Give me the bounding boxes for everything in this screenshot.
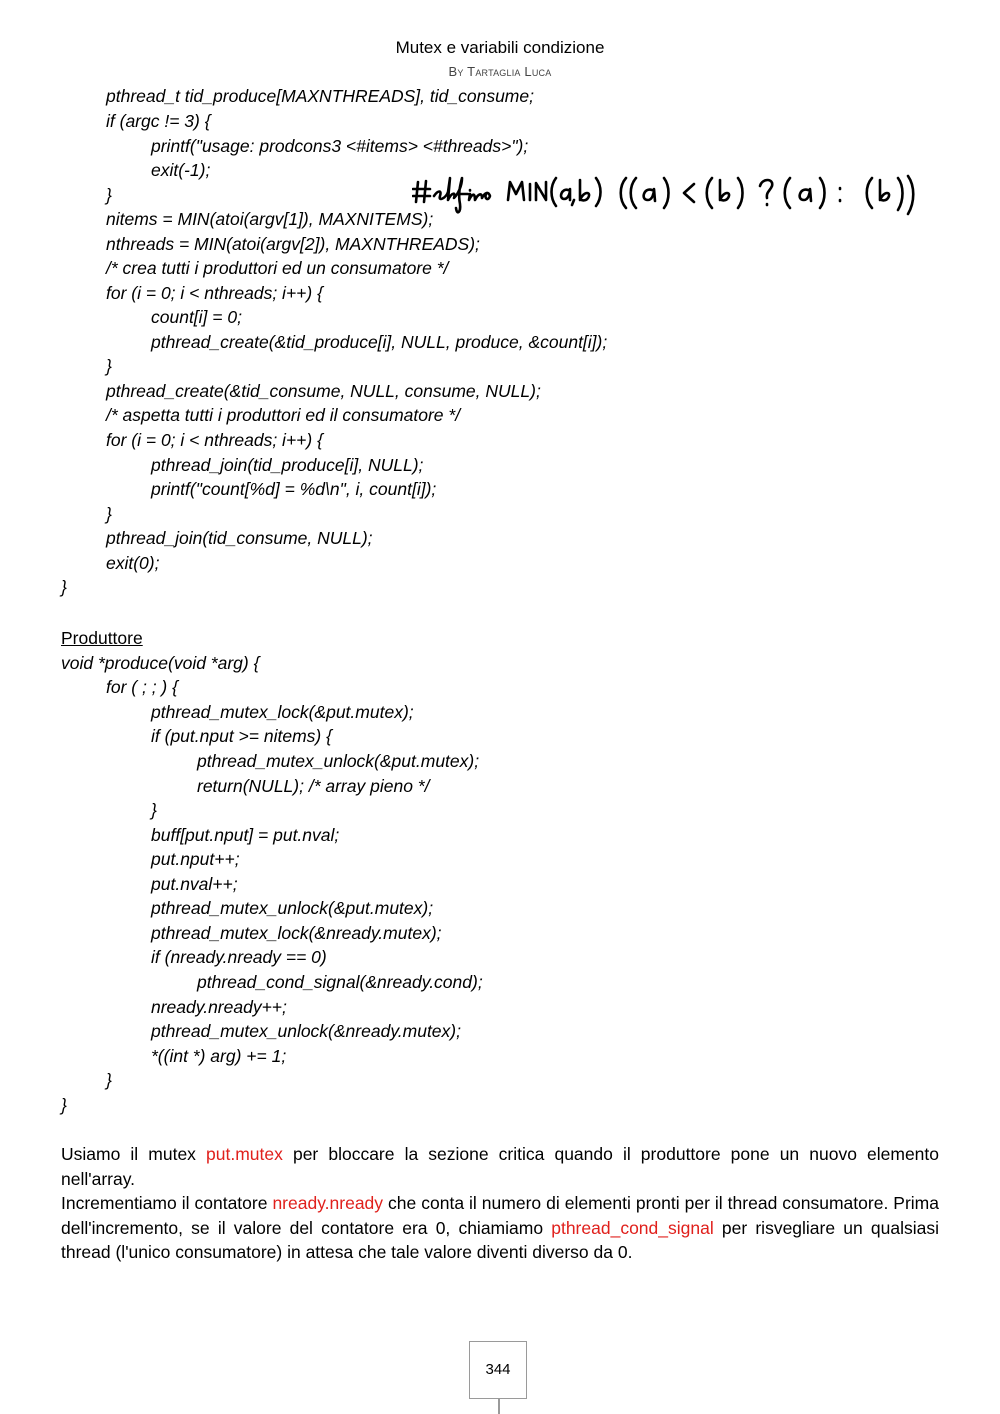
- page-number: 344: [469, 1341, 527, 1399]
- code-line: nthreads = MIN(atoi(argv[2]), MAXNTHREADS);: [106, 234, 480, 254]
- code-line: put.nval++;: [151, 874, 238, 894]
- code-line: }: [151, 800, 157, 820]
- page-number-tick: [498, 1399, 500, 1414]
- code-line: }: [106, 504, 112, 524]
- text-run: Usiamo il mutex: [61, 1144, 207, 1164]
- paragraph-put-mutex: [61, 1142, 939, 1191]
- paragraph-nready: [61, 1191, 939, 1265]
- code-line: }: [106, 1070, 112, 1090]
- page-header-author: By Tartaglia Luca: [448, 64, 552, 79]
- code-line: /* crea tutti i produttori ed un consumatore */: [106, 258, 449, 278]
- code-line: printf("count[%d] = %d\n", i, count[i]);: [151, 479, 437, 499]
- code-line: pthread_mutex_unlock(&put.mutex);: [197, 751, 480, 771]
- text-run: Incrementiamo il contatore: [61, 1193, 273, 1213]
- text-run: per risvegliare un qualsiasi thread (l'unico consumatore) in attesa che tale valore diventi diverso da 0.: [61, 1217, 939, 1262]
- code-line: pthread_t tid_produce[MAXNTHREADS], tid_consume;: [106, 86, 534, 106]
- highlight-cond-signal: pthread_cond_signal: [551, 1217, 714, 1238]
- highlight-put-mutex: put.mutex: [206, 1144, 283, 1164]
- code-line: printf("usage: prodcons3 <#items> <#threads>");: [151, 136, 529, 156]
- code-line: pthread_create(&tid_consume, NULL, consume, NULL);: [106, 381, 541, 401]
- code-line: pthread_join(tid_consume, NULL);: [106, 528, 373, 548]
- section-heading: Produttore: [61, 628, 143, 648]
- code-line: if (put.nput >= nitems) {: [151, 726, 332, 746]
- code-line: exit(-1);: [151, 160, 211, 180]
- handwritten-define-note: [412, 172, 922, 222]
- code-line: for (i = 0; i < nthreads; i++) {: [106, 283, 323, 303]
- code-line: }: [106, 185, 112, 205]
- code-line: count[i] = 0;: [151, 307, 242, 327]
- code-line: void *produce(void *arg) {: [61, 653, 260, 673]
- explanation-text: [61, 1142, 939, 1265]
- code-line: for (i = 0; i < nthreads; i++) {: [106, 430, 323, 450]
- code-line: if (argc != 3) {: [106, 111, 211, 131]
- code-line: pthread_mutex_lock(&nready.mutex);: [151, 923, 442, 943]
- code-line: *((int *) arg) += 1;: [151, 1046, 287, 1066]
- code-line: }: [61, 577, 67, 597]
- code-line: return(NULL); /* array pieno */: [197, 776, 430, 796]
- code-line: pthread_cond_signal(&nready.cond);: [197, 972, 483, 992]
- code-line: pthread_mutex_unlock(&put.mutex);: [151, 898, 434, 918]
- code-line: buff[put.nput] = put.nval;: [151, 825, 340, 845]
- code-line: put.nput++;: [151, 849, 240, 869]
- code-line: pthread_join(tid_produce[i], NULL);: [151, 455, 424, 475]
- code-line: if (nready.nready == 0): [151, 947, 327, 967]
- code-line: }: [106, 356, 112, 376]
- highlight-nready: nready.nready: [272, 1193, 384, 1213]
- code-line: nitems = MIN(atoi(argv[1]), MAXNITEMS);: [106, 209, 434, 229]
- code-line: pthread_mutex_unlock(&nready.mutex);: [151, 1021, 461, 1041]
- text-run: per bloccare la sezione critica quando il produttore pone un nuovo elemento nell'array.: [61, 1144, 939, 1189]
- page-header-title: Mutex e variabili condizione: [395, 38, 605, 57]
- code-line: /* aspetta tutti i produttori ed il consumatore */: [106, 405, 461, 425]
- code-line: for ( ; ; ) {: [106, 677, 178, 697]
- code-line: }: [61, 1095, 67, 1115]
- code-line: nready.nready++;: [151, 997, 287, 1017]
- code-line: exit(0);: [106, 553, 160, 573]
- code-line: pthread_mutex_lock(&put.mutex);: [151, 702, 414, 722]
- code-line: pthread_create(&tid_produce[i], NULL, produce, &count[i]);: [151, 332, 608, 352]
- text-run: che conta il numero di elementi pronti per il thread consumatore. Prima dell'incremento, se il valore del contatore era 0, chiamiamo: [61, 1193, 939, 1238]
